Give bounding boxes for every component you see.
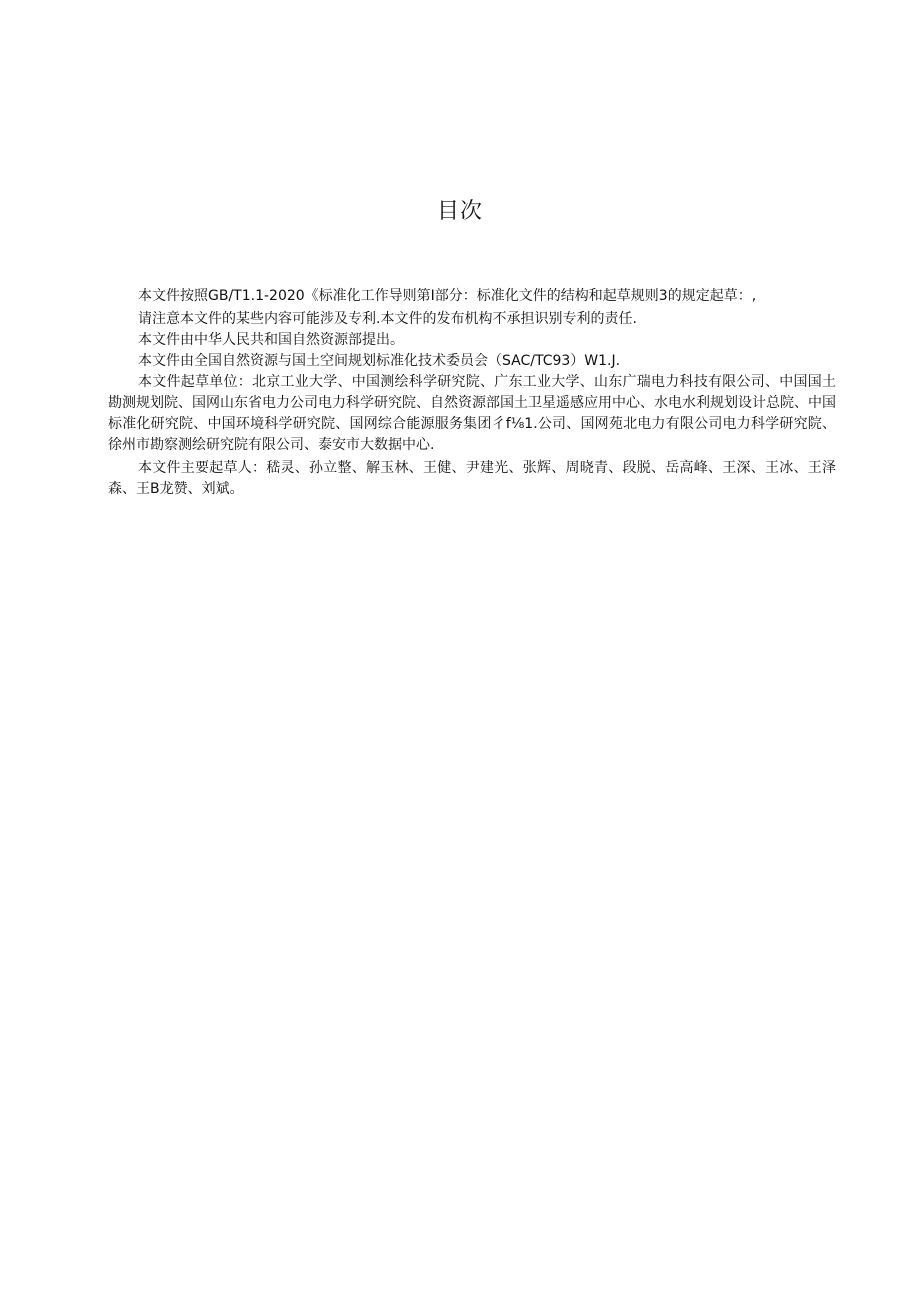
paragraph-patent-notice: 请注意本文件的某些内容可能涉及专利.本文件的发布机构不承担识别专利的责任. [138,311,637,327]
paragraph-drafting-rules: 本文件按照GB/T1.1-2020《标准化工作导则第I部分：标准化文件的结构和起草规则3的规定起草：, [138,288,757,304]
page-title: 目次 [436,199,483,224]
paragraph-drafters: 本文件主要起草人：嵇灵、孙立整、解玉林、王健、尹建光、张辉、周晓青、段脱、岳高峰、王深、王冰、王泽森、王B龙赞、刘斌。 [108,460,836,497]
foreword-body [108,286,836,500]
paragraph-proposer: 本文件由中华人民共和国自然资源部提出。 [138,332,404,348]
paragraph-drafting-units: 本文件起草单位：北京工业大学、中国测绘科学研究院、广东工业大学、山东广瑞电力科技有限公司、中国国土勘测规划院、国网山东省电力公司电力科学研究院、自然资源部国土卫星遥感应用中心、水电水利规划设计总院、中国标准化研究院、中国环境科学研究院、国网综合能源服务集团彳f⅛1.公司、国网苑北电力有限公司电力科学研究院、徐州市勘察测绘研究院有限公司、泰安市大数据中心. [108,374,836,453]
paragraph-committee: 本文件由全国自然资源与国土空间规划标准化技术委员会（SAC/TC93）W1.J. [138,353,621,369]
